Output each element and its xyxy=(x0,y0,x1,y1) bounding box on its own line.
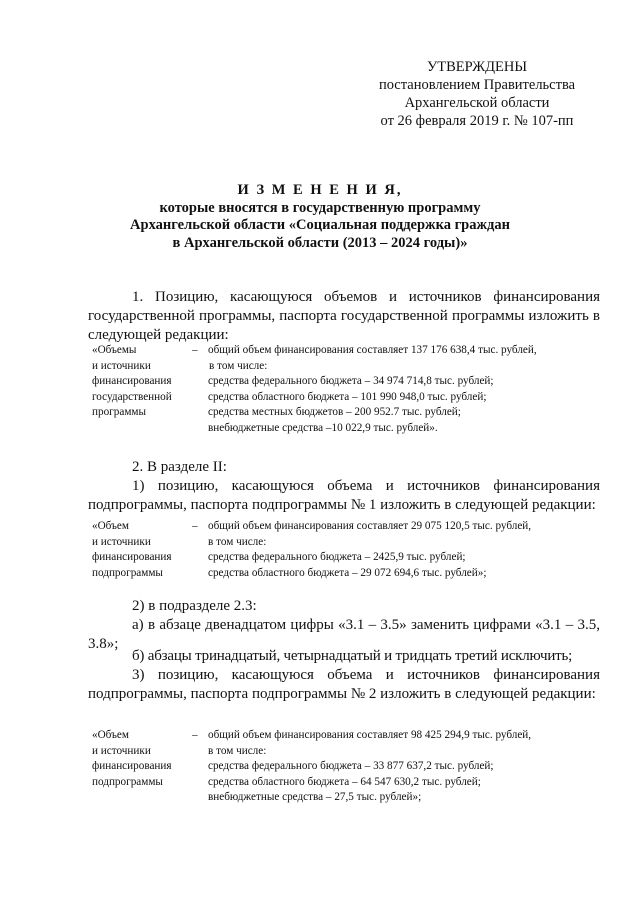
block-content xyxy=(208,519,531,581)
content-line: средства федерального бюджета – 34 974 714,8 тыс. рублей; xyxy=(208,375,494,387)
block-label xyxy=(92,519,192,581)
content-line: средства областного бюджета – 29 072 694,6 тыс. рублей»; xyxy=(208,566,487,579)
paragraph-7: 3) позицию, касающуюся объема и источников финансирования подпрограммы, паспорта подпрограммы № 2 изложить в следующей редакции: xyxy=(88,667,600,702)
block-label xyxy=(92,728,192,790)
content-line: средства федерального бюджета – 33 877 637,2 тыс. рублей; xyxy=(208,760,494,772)
content-line: средства федерального бюджета – 2425,9 тыс. рублей; xyxy=(208,551,466,563)
content-line: внебюджетные средства – 27,5 тыс. рублей»; xyxy=(208,791,422,803)
paragraph-4: 2) в подразделе 2.3: xyxy=(132,598,257,614)
content-line: средства областного бюджета – 64 547 630,2 тыс. рублей; xyxy=(208,775,481,788)
block-content xyxy=(208,728,531,806)
title-line: которые вносятся в государственную программу xyxy=(159,199,481,216)
label-line: и источники xyxy=(92,744,151,757)
document-title xyxy=(60,182,580,252)
dash: – xyxy=(192,344,198,356)
approval-line: от 26 февраля 2019 г. № 107-пп xyxy=(380,113,574,129)
title-line: в Архангельской области (2013 – 2024 годы)» xyxy=(172,234,468,251)
label-line: «Объемы xyxy=(92,344,137,356)
label-line: государственной xyxy=(92,390,172,403)
approval-stamp xyxy=(360,58,594,130)
content-line: в том числе: xyxy=(208,744,267,757)
content-line: средства местных бюджетов – 200 952.7 тыс. рублей; xyxy=(208,406,461,418)
content-line: общий объем финансирования составляет 137 176 638,4 тыс. рублей, xyxy=(208,344,537,356)
label-line: подпрограммы xyxy=(92,775,163,788)
paragraph-1: 1. Позицию, касающуюся объемов и источников финансирования государственной программы, паспорта государственной программы изложить в следующей редакции: xyxy=(88,289,600,343)
label-line: «Объем xyxy=(92,729,129,741)
content-line: общий объем финансирования составляет 29 075 120,5 тыс. рублей, xyxy=(208,520,532,532)
paragraph-5: а) в абзаце двенадцатом цифры «3.1 – 3.5» заменить цифрами «3.1 – 3.5, 3.8»; xyxy=(88,617,600,652)
label-line: и источники xyxy=(92,535,151,548)
dash: – xyxy=(192,520,198,532)
dash: – xyxy=(192,729,198,741)
label-line: финансирования xyxy=(92,551,172,563)
content-line: общий объем финансирования составляет 98 425 294,9 тыс. рублей, xyxy=(208,729,532,741)
label-line: подпрограммы xyxy=(92,566,163,579)
title-main: И З М Е Н Е Н И Я, xyxy=(237,182,403,198)
paragraph-3: 1) позицию, касающуюся объема и источников финансирования подпрограммы, паспорта подпрограммы № 1 изложить в следующей редакции: xyxy=(88,478,600,513)
label-line: программы xyxy=(92,406,146,418)
paragraph-2: 2. В разделе II: xyxy=(132,459,227,475)
approval-line: УТВЕРЖДЕНЫ xyxy=(426,59,528,75)
paragraph-6: б) абзацы тринадцатый, четырнадцатый и тридцать третий исключить; xyxy=(132,648,573,664)
content-line: в том числе: xyxy=(208,535,267,548)
content-line: средства областного бюджета – 101 990 948,0 тыс. рублей; xyxy=(208,390,487,403)
title-line: Архангельской области «Социальная поддержка граждан xyxy=(130,217,510,233)
content-line: в том числе: xyxy=(209,359,268,372)
label-line: финансирования xyxy=(92,375,172,387)
block-content xyxy=(208,343,537,436)
label-line: финансирования xyxy=(92,760,172,772)
label-line: «Объем xyxy=(92,520,129,532)
content-line: внебюджетные средства –10 022,9 тыс. рублей». xyxy=(208,421,438,434)
approval-line: постановлением Правительства xyxy=(378,77,576,93)
label-line: и источники xyxy=(92,359,151,372)
block-label xyxy=(92,343,192,421)
approval-line: Архангельской области xyxy=(404,95,550,111)
